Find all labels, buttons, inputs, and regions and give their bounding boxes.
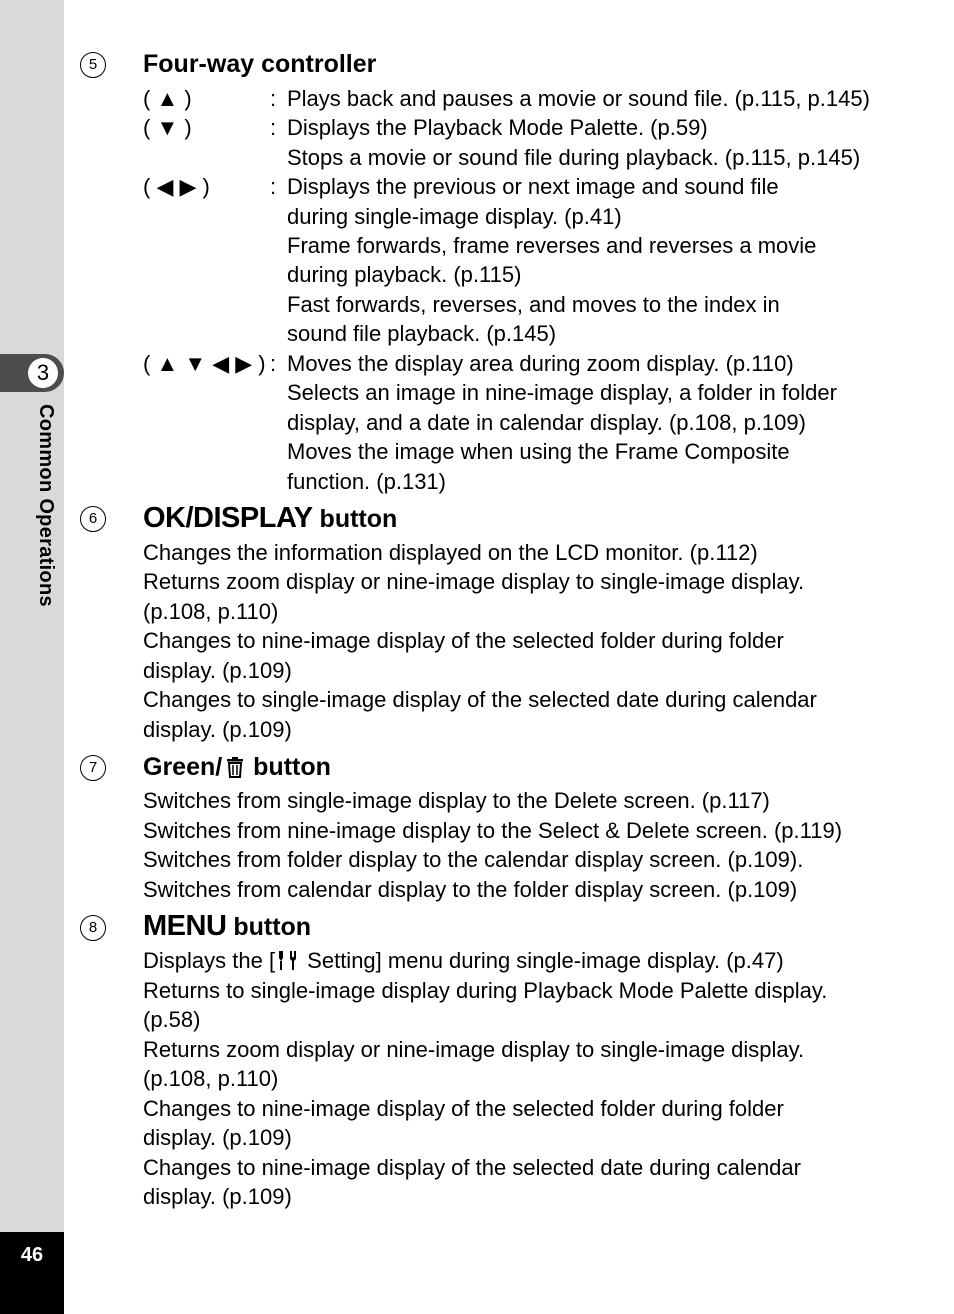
body-line: Returns zoom display or nine-image display to single-image display. [143, 1037, 805, 1062]
section-title-menu-button [143, 910, 311, 943]
body-line: (p.108, p.110) [143, 1066, 279, 1091]
section-number-7: 7 [80, 755, 106, 781]
desc-line: display, and a date in calendar display. (p.108, p.109) [287, 410, 806, 435]
body-line: Switches from calendar display to the folder display screen. (p.109) [143, 877, 798, 902]
desc-line: during playback. (p.115) [287, 262, 522, 287]
chapter-number: 3 [28, 358, 58, 388]
ok-display-label: OK/DISPLAY [143, 502, 313, 534]
body-line: Returns to single-image display during Playback Mode Palette display. [143, 978, 828, 1003]
desc-line: sound file playback. (p.145) [287, 321, 557, 346]
key-all-directions: ( ▲ ▼ ◀ ▶ ) [143, 351, 266, 376]
body-line: Returns zoom display or nine-image display to single-image display. [143, 569, 805, 594]
body-line: Changes the information displayed on the LCD monitor. (p.112) [143, 540, 758, 565]
desc-line: Displays the previous or next image and sound file [287, 174, 779, 199]
colon: : [270, 174, 277, 199]
body-line: display. (p.109) [143, 717, 292, 742]
body-line: Changes to single-image display of the selected date during calendar [143, 687, 817, 712]
desc-line: Selects an image in nine-image display, a folder in folder [287, 380, 837, 405]
body-line: (p.108, p.110) [143, 599, 279, 624]
button-word: button [319, 505, 398, 533]
key-up: ( ▲ ) [143, 86, 192, 111]
desc-line: Displays the Playback Mode Palette. (p.59) [287, 115, 708, 140]
body-line: Switches from single-image display to the Delete screen. (p.117) [143, 788, 770, 813]
body-line [143, 948, 784, 977]
desc-line: function. (p.131) [287, 469, 446, 494]
trash-icon [226, 756, 244, 785]
body-line: Switches from nine-image display to the Select & Delete screen. (p.119) [143, 818, 843, 843]
section-number-8: 8 [80, 915, 106, 941]
section-title-ok-display-button [143, 502, 397, 535]
body-line: Changes to nine-image display of the selected folder during folder [143, 628, 784, 653]
colon: : [270, 115, 277, 140]
text-segment: Setting] menu during single-image display. (p.47) [301, 948, 784, 973]
button-word: button [253, 753, 331, 781]
body-line: Switches from folder display to the calendar display screen. (p.109). [143, 847, 804, 872]
colon: : [270, 86, 277, 111]
chapter-sidebar [0, 0, 64, 1314]
desc-line: Moves the image when using the Frame Composite [287, 439, 790, 464]
page-number: 46 [20, 1244, 44, 1266]
body-line: Changes to nine-image display of the selected folder during folder [143, 1096, 784, 1121]
section-title-green-delete-button [143, 753, 331, 785]
body-line: (p.58) [143, 1007, 201, 1032]
desc-line: Stops a movie or sound file during playback. (p.115, p.145) [287, 145, 861, 170]
desc-line: Moves the display area during zoom display. (p.110) [287, 351, 794, 376]
body-line: display. (p.109) [143, 658, 292, 683]
desc-line: Plays back and pauses a movie or sound file. (p.115, p.145) [287, 86, 870, 111]
desc-line: during single-image display. (p.41) [287, 204, 622, 229]
key-left-right: ( ◀ ▶ ) [143, 174, 210, 199]
section-number-5: 5 [80, 52, 106, 78]
colon: : [270, 351, 277, 376]
green-label: Green/ [143, 753, 223, 781]
chapter-title: Common Operations [35, 404, 57, 607]
body-line: Changes to nine-image display of the selected date during calendar [143, 1155, 801, 1180]
text-segment: Displays the [ [143, 948, 276, 973]
menu-label: MENU [143, 910, 227, 942]
button-word: button [233, 913, 312, 941]
desc-line: Frame forwards, frame reverses and reverses a movie [287, 233, 817, 258]
desc-line: Fast forwards, reverses, and moves to the index in [287, 292, 780, 317]
setting-icon [277, 949, 299, 977]
section-number-6: 6 [80, 506, 106, 532]
key-down: ( ▼ ) [143, 115, 192, 140]
body-line: display. (p.109) [143, 1184, 292, 1209]
section-title-four-way-controller: Four-way controller [143, 50, 377, 78]
body-line: display. (p.109) [143, 1125, 292, 1150]
